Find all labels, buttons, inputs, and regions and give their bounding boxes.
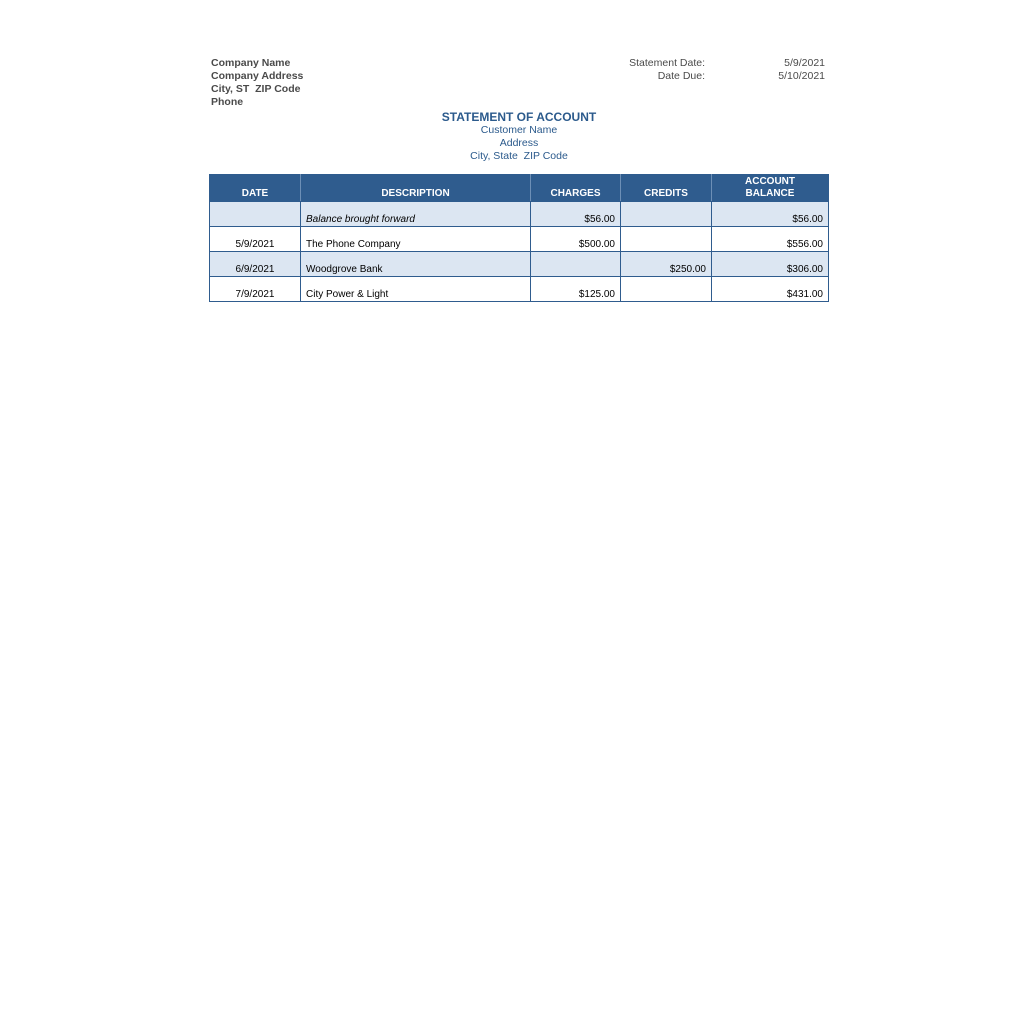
statement-title-block — [419, 110, 619, 163]
header-description: DESCRIPTION — [301, 175, 531, 202]
table-row — [210, 227, 829, 252]
company-info-block — [211, 57, 303, 109]
row-credits — [621, 277, 712, 302]
customer-name: Customer Name — [480, 124, 558, 136]
table-row — [210, 277, 829, 302]
row-credits — [621, 227, 712, 252]
date-due-value: 5/10/2021 — [778, 70, 825, 82]
row-balance: $306.00 — [712, 252, 829, 277]
statement-table — [209, 174, 829, 302]
row-charges: $56.00 — [531, 202, 621, 227]
company-phone: Phone — [211, 96, 244, 108]
customer-address: Address — [499, 137, 539, 149]
company-city-line: City, ST ZIP Code — [211, 83, 301, 95]
row-date: 5/9/2021 — [210, 227, 301, 252]
row-credits: $250.00 — [621, 252, 712, 277]
statement-labels — [560, 57, 705, 83]
row-charges: $125.00 — [531, 277, 621, 302]
row-balance: $56.00 — [712, 202, 829, 227]
row-date: 6/9/2021 — [210, 252, 301, 277]
row-date: 7/9/2021 — [210, 277, 301, 302]
table-row — [210, 202, 829, 227]
statement-values — [725, 57, 825, 83]
header-date: DATE — [210, 175, 301, 202]
statement-date-value: 5/9/2021 — [784, 57, 825, 69]
statement-date-label: Statement Date: — [629, 57, 705, 69]
row-description: Woodgrove Bank — [301, 252, 531, 277]
row-description: The Phone Company — [301, 227, 531, 252]
customer-city-line: City, State ZIP Code — [470, 150, 568, 162]
row-description: City Power & Light — [301, 277, 531, 302]
table-row — [210, 252, 829, 277]
company-name: Company Name — [211, 57, 291, 69]
row-balance: $431.00 — [712, 277, 829, 302]
statement-title: STATEMENT OF ACCOUNT — [441, 110, 597, 124]
table-header-row — [210, 175, 829, 202]
header-charges: CHARGES — [531, 175, 621, 202]
row-description: Balance brought forward — [301, 202, 531, 227]
date-due-label: Date Due: — [657, 70, 705, 82]
row-date — [210, 202, 301, 227]
company-address: Company Address — [211, 70, 304, 82]
row-credits — [621, 202, 712, 227]
row-balance: $556.00 — [712, 227, 829, 252]
header-credits: CREDITS — [621, 175, 712, 202]
header-account-balance: ACCOUNT BALANCE — [712, 175, 829, 202]
row-charges: $500.00 — [531, 227, 621, 252]
row-charges — [531, 252, 621, 277]
